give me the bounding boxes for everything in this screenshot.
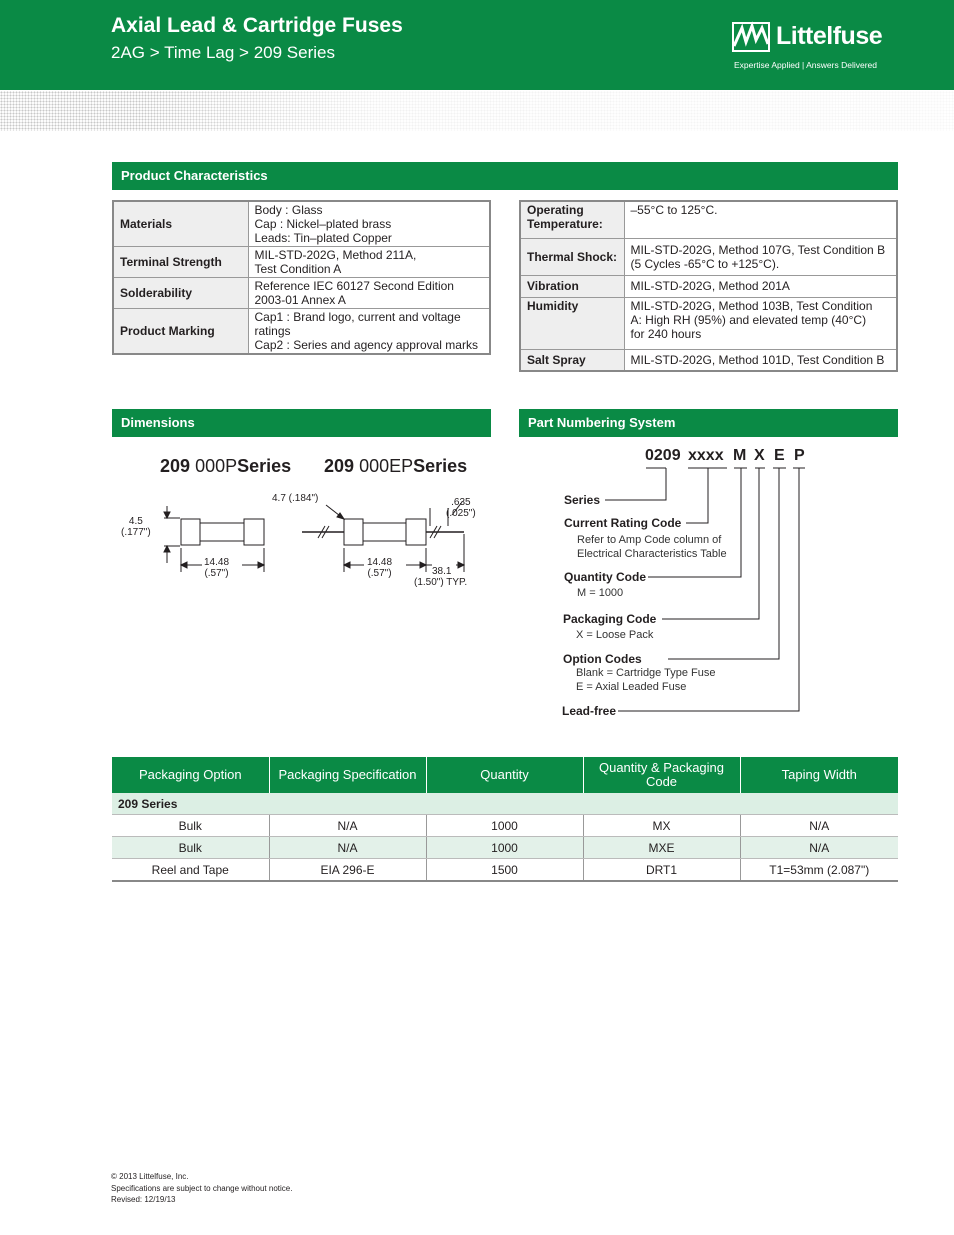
field-label-leadfree: Lead-free — [562, 704, 617, 718]
value-line: for 240 hours — [630, 326, 702, 341]
table-row — [112, 859, 898, 882]
row-value — [248, 201, 490, 247]
desc-line: Electrical Characteristics Table — [577, 548, 727, 560]
desc-line: M = 1000 — [577, 587, 624, 599]
field-label-current-rating: Current Rating Code — [564, 516, 682, 530]
table-cell: 1500 — [426, 859, 583, 882]
table-row — [113, 201, 490, 247]
row-label: Thermal Shock: — [520, 238, 624, 275]
group-label: 209 Series — [112, 793, 898, 815]
field-label-quantity: Quantity Code — [564, 570, 647, 584]
value-line: MIL-STD-202G, Method 211A, — [254, 248, 417, 262]
column-header: Packaging Specification — [269, 757, 426, 793]
littelfuse-logo-icon — [732, 20, 772, 54]
part-code-rating: xxxx — [688, 447, 724, 464]
fuse-b-lead-length-label — [414, 566, 467, 588]
table-row — [520, 275, 897, 297]
row-label: Vibration — [520, 275, 624, 297]
decorative-dot-band — [0, 91, 954, 131]
table-cell: Bulk — [112, 815, 269, 837]
table-cell: N/A — [269, 837, 426, 859]
dim-value: 38.1 — [432, 566, 452, 577]
table-row — [112, 815, 898, 837]
value-line: Body : Glass — [254, 203, 323, 217]
table-cell: Reel and Tape — [112, 859, 269, 882]
table-group-row — [112, 793, 898, 815]
series-word: Series — [413, 456, 468, 476]
table-cell: MXE — [583, 837, 740, 859]
page-footer — [111, 1171, 292, 1206]
value-line: 2003-01 Annex A — [254, 293, 346, 307]
row-value — [624, 349, 897, 371]
table-cell: N/A — [269, 815, 426, 837]
part-code-packaging: X — [754, 447, 765, 464]
value-line: (5 Cycles -65°C to +125°C). — [630, 256, 780, 271]
series-word: Series — [237, 456, 292, 476]
row-label: Operating Temperature: — [520, 201, 624, 238]
table-cell: 1000 — [426, 837, 583, 859]
field-label-series: Series — [564, 493, 601, 507]
table-row — [113, 278, 490, 309]
fuse-a-body — [200, 523, 244, 541]
value-line: MIL-STD-202G, Method 201A — [630, 279, 790, 293]
desc-line: Blank = Cartridge Type Fuse — [576, 667, 716, 679]
dim-value: (1.50") TYP. — [414, 577, 468, 588]
table-row — [520, 297, 897, 349]
copyright: © 2013 Littelfuse, Inc. — [111, 1172, 189, 1181]
table-row — [520, 349, 897, 371]
fuse-b-cap-label: 4.7 (.184") — [272, 493, 319, 504]
row-label: Materials — [113, 201, 248, 247]
fuse-a-length-label — [204, 557, 229, 579]
value-line: Cap1 : Brand logo, current and voltage — [254, 310, 461, 324]
value-line: MIL-STD-202G, Method 101D, Test Condition B — [630, 352, 885, 367]
logo-name: Littelfuse — [776, 22, 883, 50]
table-cell: N/A — [740, 815, 898, 837]
dim-value: 14.48 — [204, 557, 230, 568]
series-code: 000EP — [359, 456, 414, 476]
part-code-series: 0209 — [645, 447, 681, 464]
row-value — [624, 238, 897, 275]
row-label: Product Marking — [113, 309, 248, 355]
field-desc-quantity — [577, 586, 623, 600]
fuse-a-diameter-label — [121, 516, 151, 538]
series-b-title — [324, 456, 467, 477]
field-label-packaging: Packaging Code — [563, 612, 657, 626]
fuse-b-lead-diameter-label — [446, 497, 476, 519]
fuse-b-cap-right — [406, 519, 426, 545]
breadcrumb: 2AG > Time Lag > 209 Series — [111, 43, 335, 62]
page-title: Axial Lead & Cartridge Fuses — [111, 14, 403, 37]
dim-value: 4.5 — [128, 516, 143, 527]
value-line: MIL-STD-202G, Method 107G, Test Condition B — [630, 242, 886, 257]
value-line: Cap : Nickel–plated brass — [254, 217, 392, 231]
series-a-title — [160, 456, 291, 477]
table-row — [520, 238, 897, 275]
table-cell: MX — [583, 815, 740, 837]
desc-line: Refer to Amp Code column of — [577, 534, 722, 546]
desc-line: X = Loose Pack — [576, 629, 654, 641]
row-value — [248, 278, 490, 309]
characteristics-table-right — [519, 200, 898, 372]
table-header-row — [112, 757, 898, 793]
series-number: 209 — [324, 456, 355, 476]
column-header: Packaging Option — [112, 757, 269, 793]
field-desc-option — [576, 666, 716, 694]
value-line: Leads: Tin–plated Copper — [254, 231, 392, 245]
logo-tagline: Expertise Applied | Answers Delivered — [734, 60, 878, 70]
dim-value: 14.48 — [367, 557, 393, 568]
value-line: Cap2 : Series and agency approval marks — [254, 338, 478, 352]
characteristics-table-left — [112, 200, 491, 355]
value-line: ratings — [254, 324, 291, 338]
part-code-leadfree: P — [794, 447, 805, 464]
column-header: Quantity & Packaging Code — [583, 757, 740, 793]
row-value — [624, 297, 897, 349]
page-header — [0, 0, 954, 90]
fuse-a-cap-right — [244, 519, 264, 545]
fuse-b-length-label — [367, 557, 392, 579]
part-code-quantity: M — [733, 447, 747, 464]
value-line: Test Condition A — [254, 262, 342, 276]
row-label: Humidity — [520, 297, 624, 349]
table-cell: Bulk — [112, 837, 269, 859]
dim-value: (.025") — [446, 508, 476, 519]
table-row — [113, 309, 490, 355]
dim-value: .635 — [451, 497, 471, 508]
section-heading-part-numbering: Part Numbering System — [519, 409, 898, 437]
dim-value: (.57") — [204, 568, 229, 579]
series-code: 000P — [195, 456, 238, 476]
column-header: Taping Width — [740, 757, 898, 793]
dim-value: (.57") — [367, 568, 392, 579]
fuse-b-body — [363, 523, 406, 541]
field-desc-current-rating — [577, 533, 727, 561]
table-cell: DRT1 — [583, 859, 740, 882]
row-label: Terminal Strength — [113, 247, 248, 278]
row-label: Salt Spray — [520, 349, 624, 371]
value-line: Reference IEC 60127 Second Edition — [254, 279, 454, 293]
table-row — [113, 247, 490, 278]
revision-date: Revised: 12/19/13 — [111, 1195, 176, 1204]
part-code-option: E — [774, 447, 785, 464]
fuse-b-cap-left — [344, 519, 363, 545]
value-line: –55°C to 125°C. — [630, 203, 718, 217]
row-value — [248, 247, 490, 278]
packaging-table — [112, 757, 898, 882]
brand-logo — [732, 20, 902, 75]
table-cell: N/A — [740, 837, 898, 859]
series-number: 209 — [160, 456, 191, 476]
row-label: Solderability — [113, 278, 248, 309]
fuse-a-cap-left — [181, 519, 200, 545]
table-row — [520, 201, 897, 238]
desc-line: E = Axial Leaded Fuse — [576, 681, 687, 693]
table-cell: EIA 296-E — [269, 859, 426, 882]
section-heading-dimensions: Dimensions — [112, 409, 491, 437]
field-desc-packaging — [576, 628, 653, 642]
value-line: A: High RH (95%) and elevated temp (40°C) — [630, 312, 867, 327]
row-value — [624, 275, 897, 297]
row-value — [248, 309, 490, 355]
table-cell: T1=53mm (2.087") — [740, 859, 898, 882]
section-heading-product-characteristics: Product Characteristics — [112, 162, 898, 190]
field-label-option: Option Codes — [563, 652, 642, 666]
column-header: Quantity — [426, 757, 583, 793]
table-row — [112, 837, 898, 859]
disclaimer: Specifications are subject to change without notice. — [111, 1183, 293, 1193]
value-line: MIL-STD-202G, Method 103B, Test Condition — [630, 298, 873, 313]
table-cell: 1000 — [426, 815, 583, 837]
dim-value: (.177") — [121, 527, 151, 538]
row-value — [624, 201, 897, 238]
